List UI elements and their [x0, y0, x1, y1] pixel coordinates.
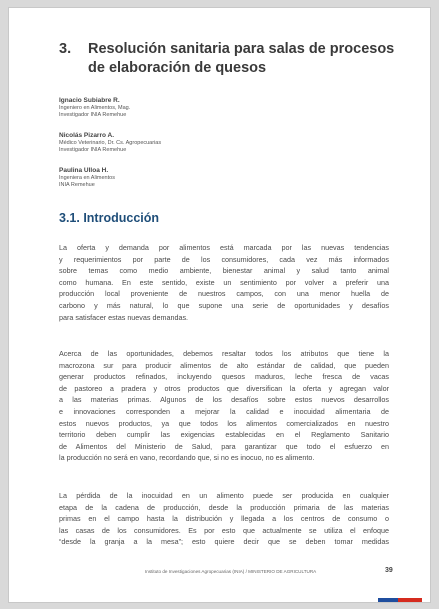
- author-name: Nicolás Pizarro A.: [59, 132, 115, 139]
- text-line: La oferta y demanda por alimentos está marcada por las nuevas tendencias: [59, 243, 389, 252]
- paragraph: [59, 348, 389, 464]
- chapter-number: 3.: [59, 41, 72, 57]
- author-affiliation: Médico Veterinario, Dr. Cs. Agropecuarias: [59, 140, 162, 146]
- author-block: [59, 132, 359, 154]
- text-line: producción local proveniente de nuestros campos, con una menor huella de: [59, 289, 389, 299]
- author-block: [59, 97, 359, 119]
- author-name: Paulina Ulloa H.: [59, 167, 109, 174]
- text-line: carbono y más natural, lo que supone una serie de oportunidades y desafíos: [59, 300, 389, 310]
- text-line: y requerimientos por parte de los consumidores, cada vez más informados: [59, 254, 389, 264]
- text-line: primas en el campo hasta la distribución y llegada a los centros de consumo o: [59, 514, 389, 524]
- text-line: macrozona sur para producir alimentos de alto estándar de calidad, que pueden: [59, 360, 389, 370]
- text-line: Acerca de las oportunidades, debemos resaltar todos los atributos que tiene la: [59, 349, 389, 358]
- text-line: de pastoreo a pradera y otros productos que diversifican la oferta y agregan valor: [59, 383, 389, 393]
- text-line: La pérdida de la inocuidad en un alimento puede ser producida en cualquier: [59, 491, 389, 500]
- paragraph: [59, 490, 389, 548]
- text-line: como humana. En este sentido, existe un sentimiento por volver a preferir una: [59, 277, 389, 287]
- author-affiliation: INIA Remehue: [59, 182, 95, 188]
- text-line: territorio deben cumplir las exigencias establecidas en el Reglamento Sanitario: [59, 430, 389, 440]
- text-line: e innovaciones corresponden a mejorar la calidad e inocuidad alimentaria de: [59, 406, 389, 416]
- author-block: [59, 167, 359, 189]
- document-page: [8, 7, 431, 603]
- text-line: las casas de los consumidores. Es por esto que actualmente se utiliza el enfoque: [59, 525, 389, 535]
- text-line: “desde la granja a la mesa”; esto quiere decir que se deben tomar medidas: [59, 537, 389, 547]
- flag-stripe: [378, 598, 422, 602]
- text-line: a las materias primas. Algunos de los desafíos sobre estos nuevos desarrollos: [59, 395, 389, 405]
- author-affiliation: Investigador INIA Remehue: [59, 147, 127, 153]
- page-number: 39: [385, 567, 393, 574]
- text-line: para satisfacer estas nuevas demandas.: [59, 312, 189, 322]
- text-line: etapa de la cadena de producción, desde la producción primaria de las materias: [59, 502, 389, 512]
- text-line: la producción no será en vano, recordando que, si no es inocuo, no es alimento.: [59, 453, 315, 463]
- author-affiliation: Ingeniera en Alimentos: [59, 175, 115, 181]
- paragraph: [59, 242, 389, 323]
- author-affiliation: Investigador INIA Remehue: [59, 112, 127, 118]
- page-footer: Instituto de Investigaciones Agropecuarias (INIA) / MINISTERIO DE AGRICULTURA: [145, 569, 317, 574]
- section-heading: 3.1. Introducción: [59, 211, 160, 225]
- chapter-title: Resolución sanitaria para salas de procesos de elaboración de quesos: [88, 41, 395, 76]
- author-name: Ignacio Subiabre R.: [59, 97, 120, 104]
- text-line: sobre temas como medio ambiente, bienestar animal y salud tanto animal: [59, 266, 389, 276]
- text-line: estos nuevos productos, ya que todos los alimentos comercializados en nuestro: [59, 418, 389, 428]
- author-affiliation: Ingeniero en Alimentos, Mag.: [59, 105, 131, 111]
- text-line: de Alimentos del Ministerio de Salud, para garantizar que todo el esfuerzo en: [59, 441, 389, 451]
- text-line: generar productos refinados, incluyendo quesos maduros, leche fresca de vacas: [59, 372, 389, 382]
